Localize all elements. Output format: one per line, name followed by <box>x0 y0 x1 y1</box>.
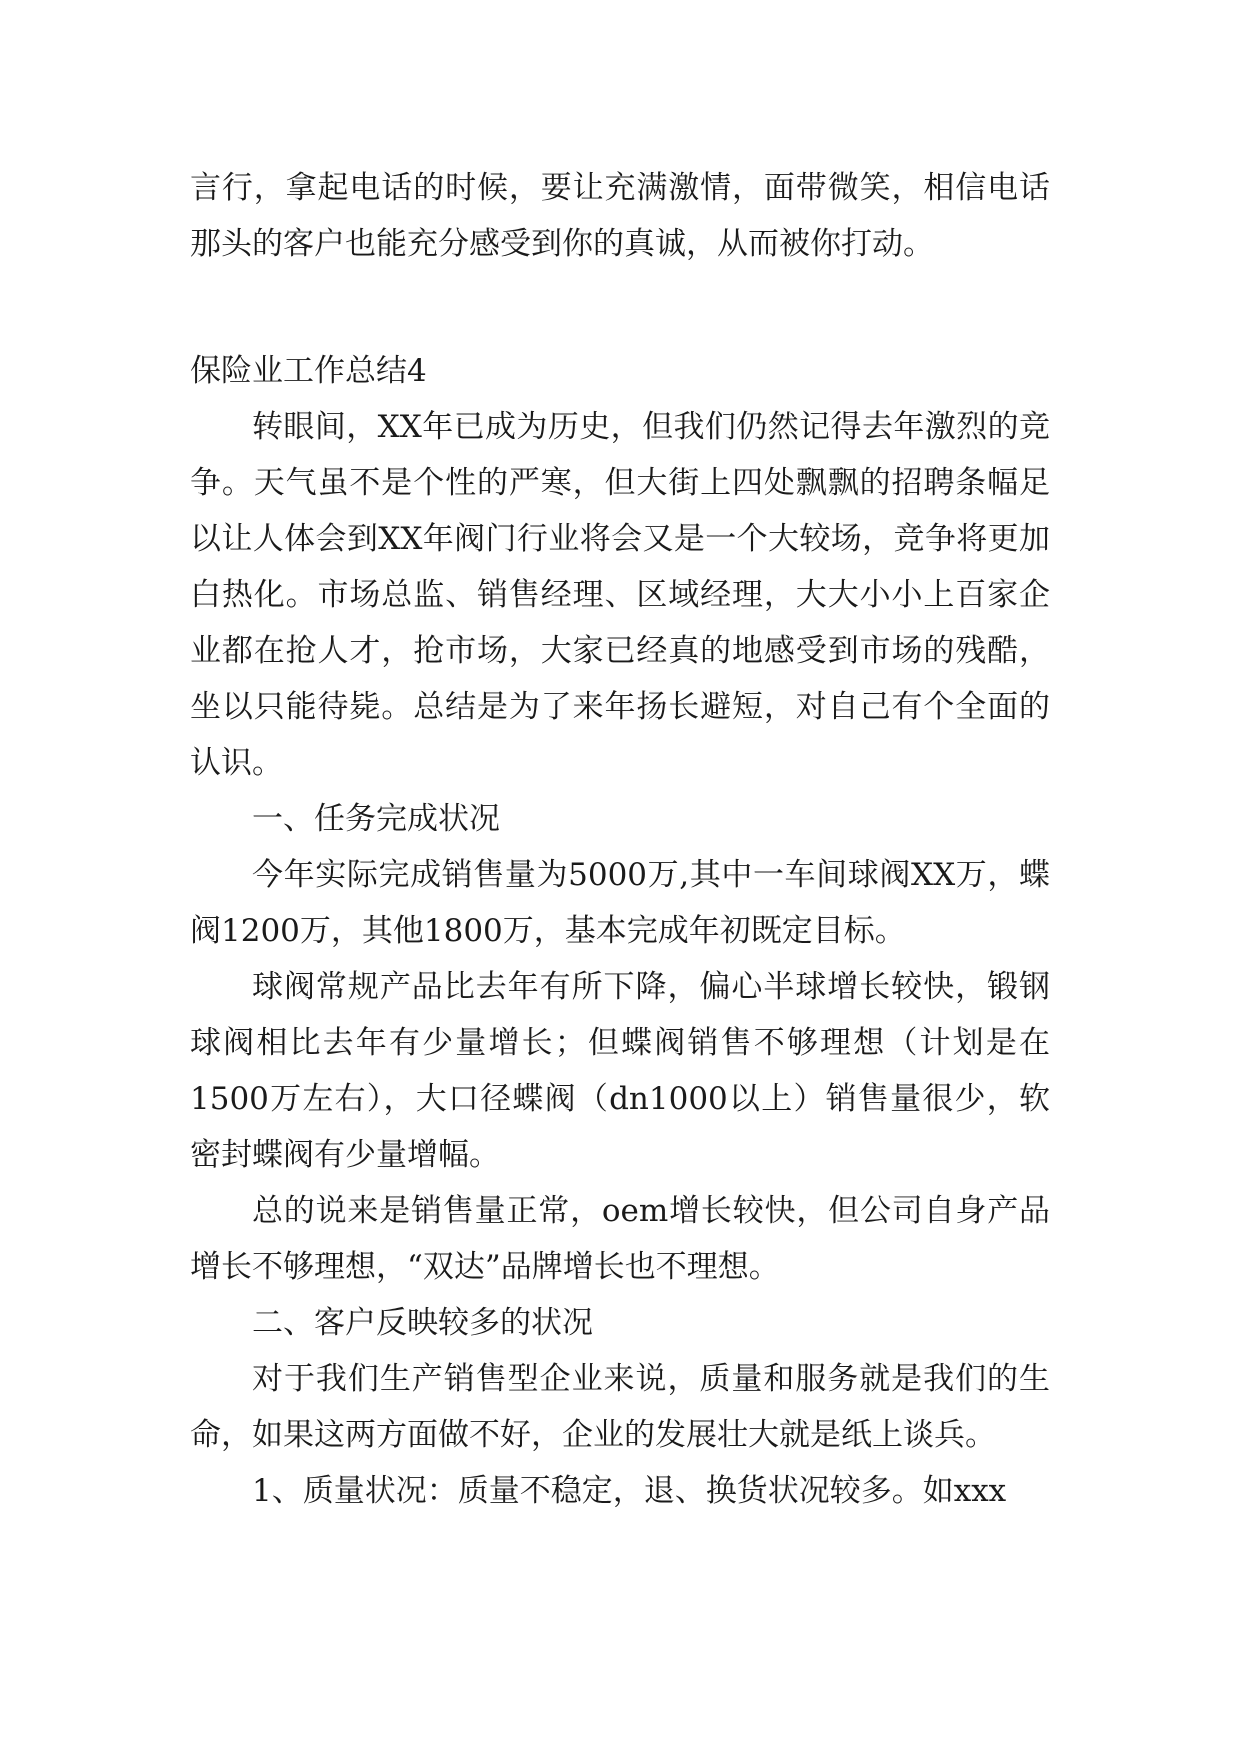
body-paragraph: 对于我们生产销售型企业来说，质量和服务就是我们的生命，如果这两方面做不好，企业的发展壮大就是纸上谈兵。 <box>190 1361 1050 1453</box>
body-paragraph: 总的说来是销售量正常，oem增长较快，但公司自身产品增长不够理想，“双达”品牌增长也不理想。 <box>190 1193 1050 1285</box>
heading-task-completion: 一、任务完成状况 <box>252 801 500 837</box>
heading-customer-feedback: 二、客户反映较多的状况 <box>252 1305 593 1341</box>
body-paragraph: 球阀常规产品比去年有所下降，偏心半球增长较快，锻钢球阀相比去年有少量增长；但蝶阀销售不够理想（计划是在1500万左右），大口径蝶阀（dn1000以上）销售量很少，软密封蝶阀有少量增幅。 <box>190 969 1050 1173</box>
body-paragraph: 转眼间，XX年已成为历史，但我们仍然记得去年激烈的竞争。天气虽不是个性的严寒，但大街上四处飘飘的招聘条幅足以让人体会到XX年阀门行业将会又是一个大较场，竞争将更加白热化。市场总监、销售经理、区域经理，大大小小上百家企业都在抢人才，抢市场，大家已经真的地感受到市场的残酷，坐以只能待毙。总结是为了来年扬长避短，对自己有个全面的认识。 <box>190 409 1050 781</box>
intro-paragraph: 言行，拿起电话的时候，要让充满激情，面带微笑，相信电话那头的客户也能充分感受到你的真诚，从而被你打动。 <box>190 170 1050 262</box>
section-title: 保险业工作总结4 <box>190 353 427 389</box>
document-body <box>190 160 1050 1519</box>
body-paragraph: 1、质量状况：质量不稳定，退、换货状况较多。如xxx <box>252 1473 1007 1509</box>
body-paragraph: 今年实际完成销售量为5000万,其中一车间球阀XX万，蝶阀1200万，其他1800万，基本完成年初既定目标。 <box>190 857 1050 949</box>
